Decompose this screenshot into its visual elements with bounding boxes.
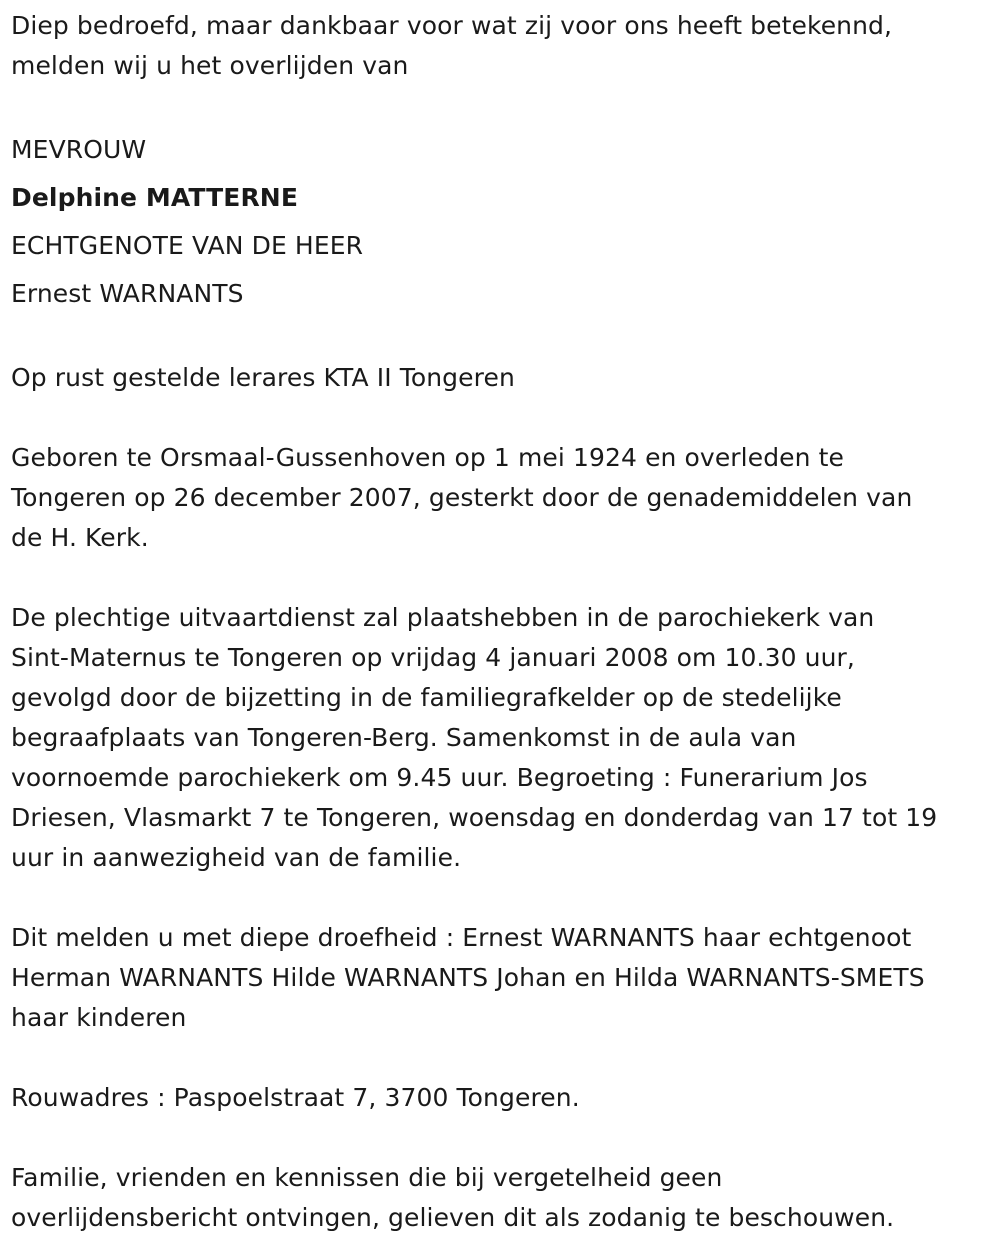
spacer xyxy=(11,878,980,918)
spacer xyxy=(11,318,980,358)
family-line-2: Herman WARNANTS Hilde WARNANTS Johan en Hilda WARNANTS-SMETS xyxy=(11,963,925,992)
spacer xyxy=(11,86,980,126)
intro-line-1: Diep bedroefd, maar dankbaar voor wat zij voor ons heeft betekennd, xyxy=(11,11,893,40)
spacer xyxy=(11,558,980,598)
funeral-line-1: De plechtige uitvaartdienst zal plaatshebben in de parochiekerk van xyxy=(11,603,875,632)
funeral-line-4: begraafplaats van Tongeren-Berg. Samenkomst in de aula van xyxy=(11,723,797,752)
birth-death-line-3: de H. Kerk. xyxy=(11,523,149,552)
mourning-address: Rouwadres : Paspoelstraat 7, 3700 Tongeren. xyxy=(11,1083,580,1112)
spacer xyxy=(11,398,980,438)
deceased-name: Delphine MATTERNE xyxy=(11,183,298,212)
funeral-line-3: gevolgd door de bijzetting in de familiegrafkelder op de stedelijke xyxy=(11,683,842,712)
family-line-3: haar kinderen xyxy=(11,1003,187,1032)
birth-death-line-2: Tongeren op 26 december 2007, gesterkt door de genademiddelen van xyxy=(11,483,913,512)
funeral-line-2: Sint-Maternus te Tongeren op vrijdag 4 januari 2008 om 10.30 uur, xyxy=(11,643,855,672)
birth-death-paragraph xyxy=(11,438,980,558)
deceased-block xyxy=(11,126,980,318)
intro-line-2: melden wij u het overlijden van xyxy=(11,51,409,80)
deceased-relation: ECHTGENOTE VAN DE HEER xyxy=(11,231,364,260)
deceased-spouse: Ernest WARNANTS xyxy=(11,279,244,308)
funeral-line-7: uur in aanwezigheid van de familie. xyxy=(11,843,462,872)
funeral-line-6: Driesen, Vlasmarkt 7 te Tongeren, woensdag en donderdag van 17 tot 19 xyxy=(11,803,938,832)
birth-death-line-1: Geboren te Orsmaal-Gussenhoven op 1 mei 1924 en overleden te xyxy=(11,443,845,472)
funeral-paragraph xyxy=(11,598,980,878)
spacer xyxy=(11,1038,980,1078)
family-line-1: Dit melden u met diepe droefheid : Ernest WARNANTS haar echtgenoot xyxy=(11,923,912,952)
funeral-line-5: voornoemde parochiekerk om 9.45 uur. Begroeting : Funerarium Jos xyxy=(11,763,868,792)
deceased-title: MEVROUW xyxy=(11,135,147,164)
closing-line-2: overlijdensbericht ontvingen, gelieven dit als zodanig te beschouwen. xyxy=(11,1203,895,1232)
intro-paragraph xyxy=(11,6,980,86)
spacer xyxy=(11,1118,980,1158)
closing-line-1: Familie, vrienden en kennissen die bij vergetelheid geen xyxy=(11,1163,723,1192)
family-paragraph xyxy=(11,918,980,1038)
occupation-line: Op rust gestelde lerares KTA II Tongeren xyxy=(11,363,515,392)
closing-paragraph xyxy=(11,1158,980,1238)
